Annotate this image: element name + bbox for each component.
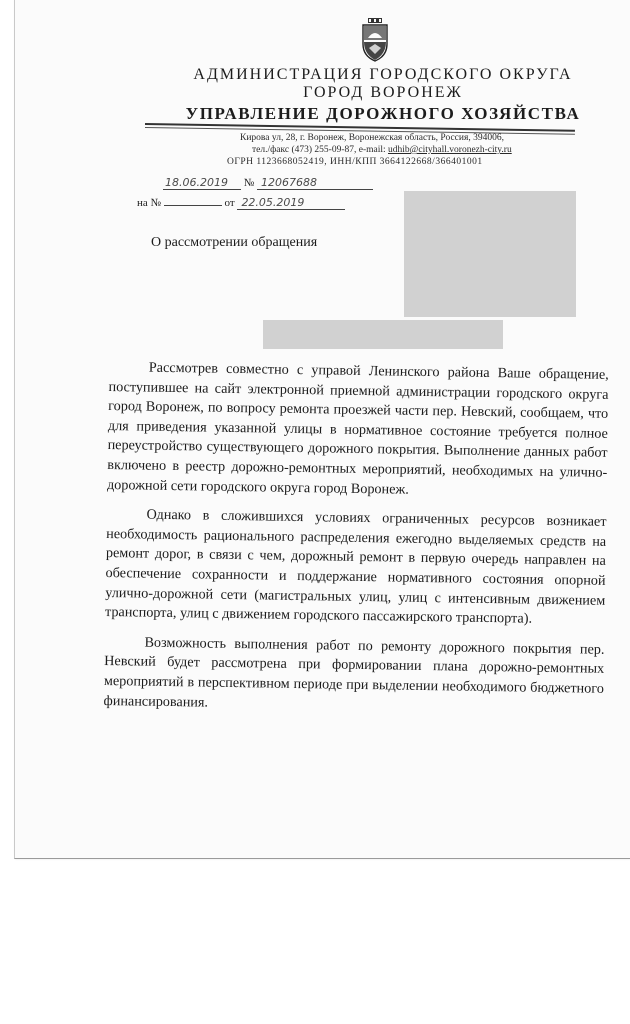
- body-paragraph-3: Возможность выполнения работ по ремонту дорожного покрытия пер. Невский будет рассмотрена при формировании плана дорожно-ремонтных мероприятий в перспективном периоде при выделении необходимого бюджетного финансирования.: [103, 634, 605, 711]
- letter-body: [103, 358, 609, 729]
- org-name-line2: ГОРОД ВОРОНЕЖ: [303, 84, 463, 101]
- org-name-line1: АДМИНИСТРАЦИЯ ГОРОДСКОГО ОКРУГА: [193, 66, 573, 83]
- phone-label: тел./факс (473) 255-09-87, e-mail:: [252, 145, 386, 155]
- outgoing-date: 18.06.2019: [163, 176, 241, 190]
- ref-date: 22.05.2019: [237, 196, 345, 210]
- recipient-redaction: [404, 191, 576, 317]
- ref-from-label: от: [224, 197, 235, 209]
- letter-subject: О рассмотрении обращения: [151, 235, 318, 250]
- ref-label: на №: [137, 197, 162, 209]
- body-paragraph-2: Однако в сложившихся условиях ограниченных ресурсов возникает необходимость рационального распределения ежегодно выделяемых средств на ремонт дорог, в связи с чем, дорожный ремонт в первую очередь направлен на обеспечение сохранности и поддержание нормативного состояния опорной улично-дорожной сети (магистральных улиц, улиц с интенсивным движением транспорта, улиц с движением городского пассажирского транспорта).: [104, 506, 607, 627]
- number-label: №: [243, 177, 255, 189]
- ref-number: [164, 205, 222, 206]
- registry-line: ОГРН 1123668052419, ИНН/КПП 3664122668/366401001: [227, 157, 483, 167]
- name-redaction: [263, 320, 503, 349]
- address-line: Кирова ул, 28, г. Воронеж, Воронежская область, Россия, 394006,: [240, 133, 504, 143]
- outgoing-registration: [163, 176, 373, 190]
- city-coat-of-arms-icon: [359, 18, 391, 62]
- department-name: УПРАВЛЕНИЕ ДОРОЖНОГО ХОЗЯЙСТВА: [185, 104, 581, 123]
- outgoing-number: 12067688: [257, 176, 373, 190]
- email-link[interactable]: udhib@cityhall.voronezh-city.ru: [388, 145, 512, 155]
- phone-email-line: [252, 145, 512, 155]
- body-paragraph-1: Рассмотрев совместно с управой Ленинского района Ваше обращение, поступившее на сайт электронной приемной администрации городского округа город Воронеж, по вопросу ремонта проезжей части пер. Невский, сообщаем, что для приведения указанной улицы в нормативное состояние требуется полное переустройство существующего дорожного покрытия. Выполнение данных работ включено в реестр дорожно-ремонтных мероприятий, необходимых на улично-дорожной сети городского округа город Воронеж.: [106, 359, 609, 498]
- reference-line: [137, 196, 345, 210]
- letter-page: [14, 0, 630, 859]
